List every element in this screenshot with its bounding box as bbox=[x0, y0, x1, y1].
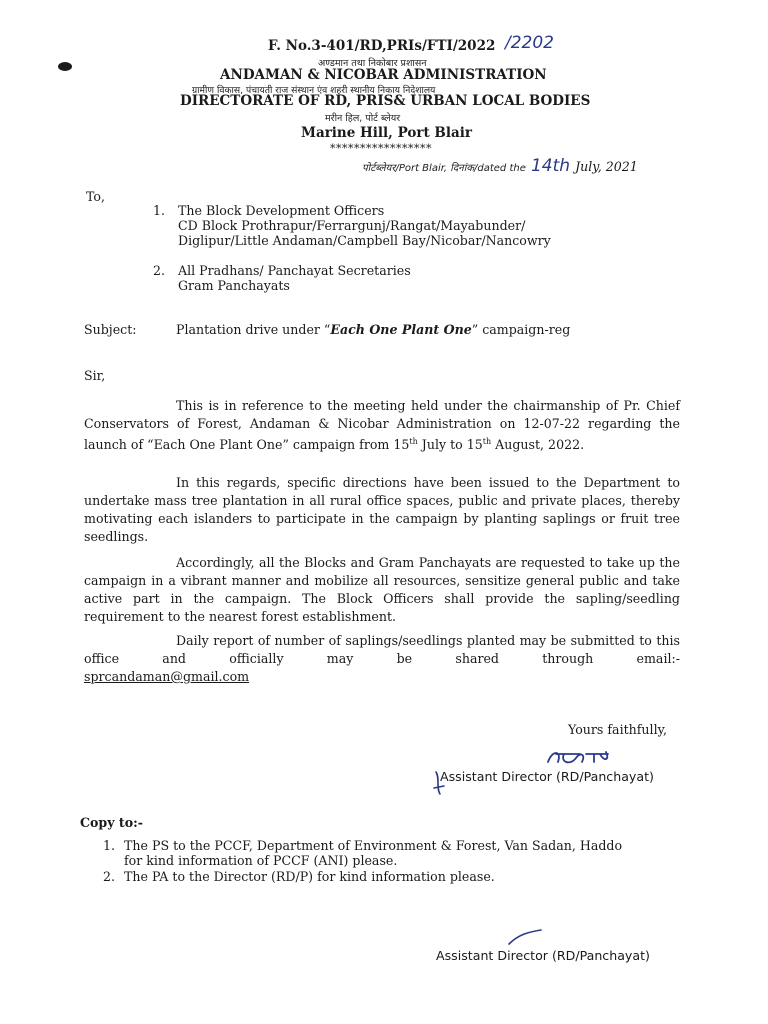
recipient-2-line-1: All Pradhans/ Panchayat Secretaries bbox=[178, 263, 411, 278]
subject-label: Subject: bbox=[84, 322, 137, 337]
paragraph-2: In this regards, specific directions have been issued to the Department to undertake mass tree plantation in all rural office spaces, public and private places, thereby motivating each islanders to participate in the campaign by planting saplings or fruit tree seedlings. bbox=[84, 475, 680, 544]
date-month-year: July, 2021 bbox=[575, 159, 638, 174]
copy-1-line-2: for kind information of PCCF (ANI) please. bbox=[124, 853, 398, 868]
directorate-name: DIRECTORATE OF RD, PRIS& URBAN LOCAL BODIES bbox=[180, 93, 591, 109]
recipient-1-line-3: Diglipur/Little Andaman/Campbell Bay/Nicobar/Nancowry bbox=[178, 233, 551, 248]
copy-2-number: 2. bbox=[103, 869, 116, 884]
salutation: Sir, bbox=[84, 368, 106, 383]
paragraph-4: Daily report of number of saplings/seedlings planted may be submitted to this office and officially may be shared through email:- bbox=[84, 633, 680, 666]
administration-name: ANDAMAN & NICOBAR ADMINISTRATION bbox=[220, 67, 547, 83]
closing-designation: Assistant Director (RD/Panchayat) bbox=[440, 769, 654, 784]
hindi-directorate-line: ग्रामीण विकास, पंचायती राज संस्थान एंव शहरी स्थानीय निकाय निदेशालय bbox=[192, 85, 436, 96]
office-address: Marine Hill, Port Blair bbox=[301, 125, 472, 141]
recipient-1-line-2: CD Block Prothrapur/Ferrargunj/Rangat/Mayabunder/ bbox=[178, 218, 526, 233]
header-separator-stars: ***************** bbox=[330, 142, 432, 155]
recipient-1-line-1: The Block Development Officers bbox=[178, 203, 385, 218]
signature-image bbox=[430, 732, 630, 804]
paragraph-1-text-c: August, 2022. bbox=[491, 437, 585, 453]
email-link[interactable]: sprcandaman@gmail.com bbox=[84, 669, 250, 684]
copy-1-number: 1. bbox=[103, 838, 116, 853]
copy-to-label: Copy to:- bbox=[80, 815, 144, 830]
paragraph-3: Accordingly, all the Blocks and Gram Panchayats are requested to take up the campaign in a vibrant manner and mobilize all resources, sensitize general public and take active part in the campaign. The Block Officers shall provide the sapling/seedling requirement to the nearest forest establishment. bbox=[84, 555, 680, 624]
subject-post: ” campaign-reg bbox=[471, 322, 571, 337]
subject-pre: Plantation drive under “ bbox=[176, 322, 331, 337]
copy-designation: Assistant Director (RD/Panchayat) bbox=[436, 948, 650, 963]
punch-hole-mark bbox=[58, 62, 72, 71]
date-line bbox=[362, 156, 638, 176]
recipient-1-number: 1. bbox=[153, 203, 166, 218]
date-prefix: पोर्टब्लेयर/Port Blair, दिनांक/dated the bbox=[362, 163, 526, 174]
paragraph-1-text-b: July to 15 bbox=[417, 437, 483, 453]
paragraph-1 bbox=[84, 397, 680, 454]
subject-campaign-name: Each One Plant One bbox=[330, 322, 472, 337]
file-number-handwritten: /2202 bbox=[505, 33, 554, 53]
hindi-admin-line: अण्डमान तथा निकोबार प्रशासन bbox=[318, 58, 427, 69]
recipient-2-line-2: Gram Panchayats bbox=[178, 278, 290, 293]
copy-2-line-1: The PA to the Director (RD/P) for kind information please. bbox=[124, 869, 495, 884]
paragraph-1-sup-2: th bbox=[482, 437, 492, 446]
paragraph-1-sup-1: th bbox=[409, 437, 418, 446]
recipient-2-number: 2. bbox=[153, 263, 166, 278]
to-label: To, bbox=[86, 189, 106, 204]
paragraph-1-text-a: This is in reference to the meeting held under the chairmanship of Pr. Chief Conservators of Forest, Andaman & Nicobar Administration on 12-07-22 regarding the launch of “Each One Plant One” campaign from 15 bbox=[84, 398, 680, 453]
date-day-handwritten: 14th bbox=[530, 156, 571, 176]
initial-mark-image bbox=[505, 928, 545, 948]
yours-faithfully: Yours faithfully, bbox=[568, 722, 668, 737]
copy-1-line-1: The PS to the PCCF, Department of Environment & Forest, Van Sadan, Haddo bbox=[124, 838, 623, 853]
subject-text bbox=[176, 322, 570, 337]
file-number: F. No.3-401/RD,PRIs/FTI/2022 bbox=[268, 38, 496, 54]
hindi-address-line: मरीन हिल, पोर्ट ब्लेयर bbox=[325, 113, 401, 124]
